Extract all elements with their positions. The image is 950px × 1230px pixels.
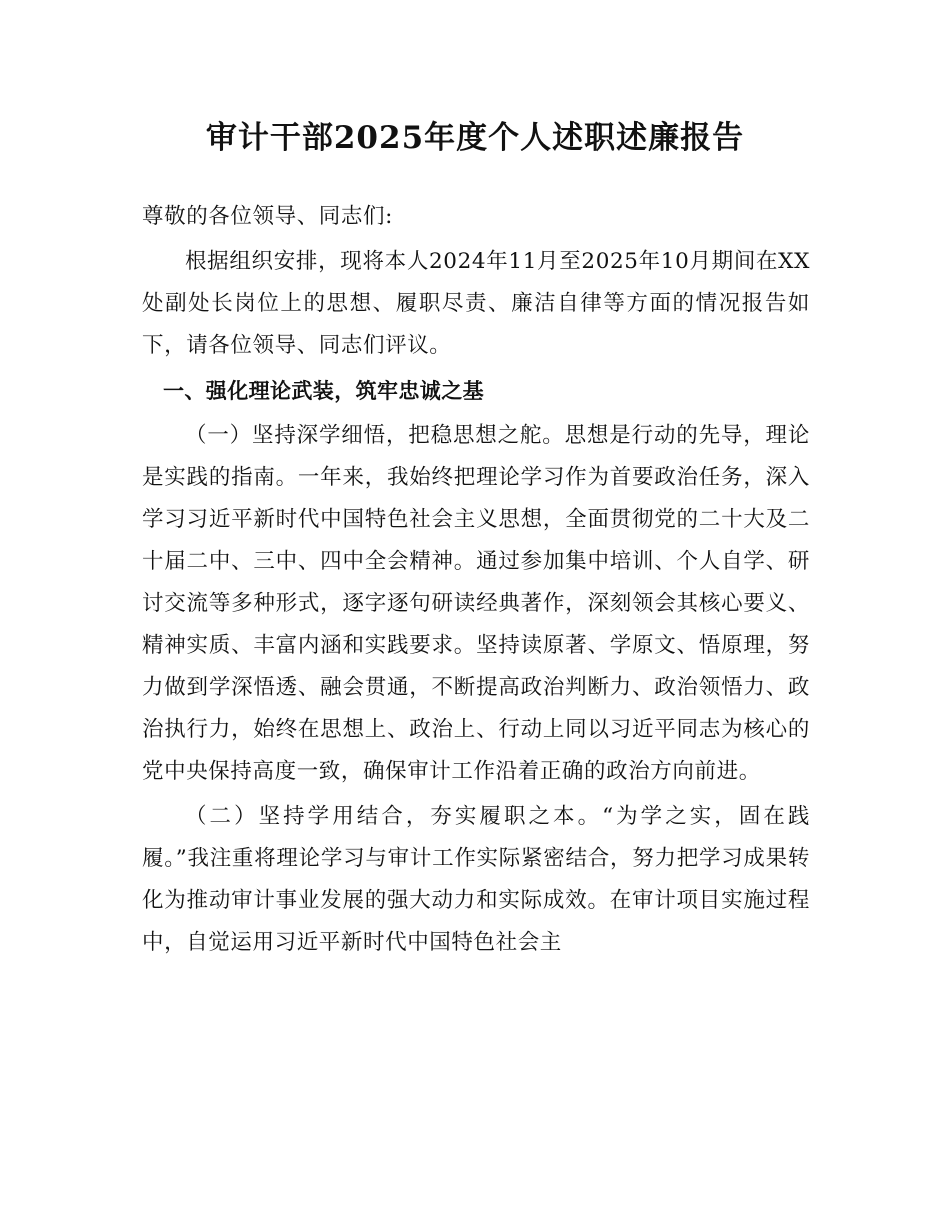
document-title: 审计干部2025年度个人述职述廉报告 [205,120,745,156]
section-heading: 一、强化理论武装，筑牢忠诚之基 [163,379,484,403]
salutation: 尊敬的各位领导、同志们: [142,204,393,229]
document-body [142,196,810,967]
paragraph-2: （二）坚持学用结合，夯实履职之本。“为学之实，固在践履。”我注重将理论学习与审计工作实际紧密结合，努力把学习成果转化为推动审计事业发展的强大动力和实际成效。在审计项目实施过程中，自觉运用习近平新时代中国特色社会主 [142,804,810,955]
intro-paragraph: 根据组织安排，现将本人2024年11月至2025年10月期间在XX处副处长岗位上的思想、履职尽责、廉洁自律等方面的情况报告如下，请各位领导、同志们评议。 [142,249,810,358]
paragraph-1: （一）坚持深学细悟，把稳思想之舵。思想是行动的先导，理论是实践的指南。一年来，我始终把理论学习作为首要政治任务，深入学习习近平新时代中国特色社会主义思想，全面贯彻党的二十大及二十届二中、三中、四中全会精神。通过参加集中培训、个人自学、研讨交流等多种形式，逐字逐句研读经典著作，深刻领会其核心要义、精神实质、丰富内涵和实践要求。坚持读原著、学原文、悟原理，努力做到学深悟透、融会贯通，不断提高政治判断力、政治领悟力、政治执行力，始终在思想上、政治上、行动上同以习近平同志为核心的党中央保持高度一致，确保审计工作沿着正确的政治方向前进。 [142,423,810,784]
